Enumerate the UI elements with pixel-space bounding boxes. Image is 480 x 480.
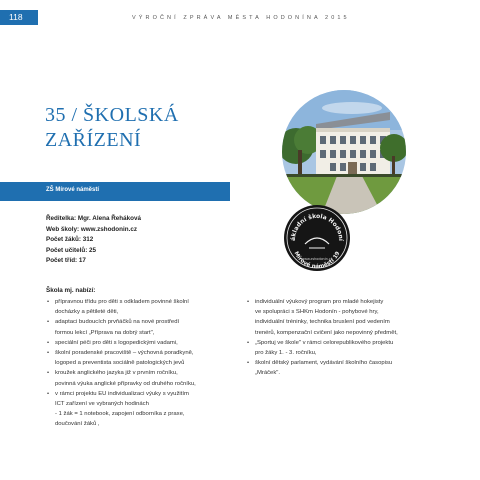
list-item bbox=[47, 338, 239, 348]
list-item-line: ve spolupráci s SHKm Hodonín - pohybové hry, bbox=[255, 309, 379, 316]
list-item-line: kroužek anglického jazyka již v prvním ročníku, bbox=[55, 370, 178, 377]
bullet-marker: • bbox=[247, 360, 250, 367]
list-item-line: formou lekcí „Příprava na dobrý start", bbox=[55, 329, 155, 336]
list-item-line: doučování žáků , bbox=[55, 421, 100, 428]
school-building-photo bbox=[282, 90, 406, 214]
chapter-title-line-2: ZAŘÍZENÍ bbox=[45, 129, 142, 151]
bullet-marker: • bbox=[47, 370, 50, 377]
bullet-marker: • bbox=[247, 299, 250, 305]
list-item-line: docházky a pětileté děti, bbox=[55, 309, 119, 316]
list-item bbox=[47, 317, 239, 337]
list-item bbox=[247, 338, 447, 358]
school-building-illustration bbox=[282, 90, 406, 214]
list-item bbox=[247, 297, 447, 338]
list-item bbox=[247, 358, 447, 378]
svg-text:Mírové náměstí 19: Mírové náměstí 19 bbox=[292, 250, 342, 271]
running-title: VÝROČNÍ ZPRÁVA MĚSTA HODONÍNA 2015 bbox=[132, 15, 350, 21]
school-logo bbox=[283, 204, 351, 272]
chapter-title-line-1: 35 / ŠKOLSKÁ bbox=[45, 104, 179, 126]
school-logo-seal bbox=[283, 204, 351, 272]
bullet-marker: • bbox=[47, 390, 50, 397]
offers-list-left bbox=[47, 297, 239, 430]
svg-text:Základní škola Hodonín: ákladní škola Hodoní bbox=[289, 212, 345, 242]
list-item-line: ICT zařízení ve vybraných hodinách bbox=[55, 401, 149, 408]
classes-count: Počet tříd: 17 bbox=[46, 257, 86, 264]
list-item bbox=[47, 348, 239, 368]
list-item-line: „Sportuj ve škole" v rámci celorepublikového projektu bbox=[255, 339, 394, 346]
list-item-line: speciální péči pro děti s logopedickými vadami, bbox=[55, 339, 178, 346]
bullet-marker: • bbox=[47, 299, 50, 305]
offers-list-right bbox=[247, 297, 447, 379]
website-text: Web školy: www.zshodonin.cz bbox=[46, 225, 137, 233]
chapter-title bbox=[45, 103, 235, 153]
pupils-count: Počet žáků: 312 bbox=[46, 236, 94, 243]
bullet-marker: • bbox=[47, 319, 50, 326]
list-item-line: - 1 žák = 1 notebook, zapojení odborníka z praxe, bbox=[55, 411, 185, 418]
list-item-line: v rámci projektu EU individualizaci výuky s využitím bbox=[55, 390, 189, 397]
list-item bbox=[47, 389, 239, 430]
school-info bbox=[46, 214, 141, 267]
list-item-line: adaptaci budoucích prvňáčků na nové prostředí bbox=[55, 319, 180, 326]
section-header-bar bbox=[0, 182, 230, 201]
list-item-line: trenérů, kompenzační cvičení jako nepovinný předmět, bbox=[255, 329, 398, 336]
list-item bbox=[47, 297, 239, 317]
list-item-line: individuální tréninky, technika bruslení pod vedením bbox=[255, 319, 390, 326]
list-item-line: „Mráček". bbox=[255, 370, 281, 377]
bullet-marker: • bbox=[47, 339, 50, 346]
principal-text: Ředitelka: Mgr. Alena Řeháková bbox=[46, 215, 141, 222]
list-item-line: školní poradenské pracoviště – výchovná poradkyně, bbox=[55, 350, 194, 357]
list-item-line: individuální výukový program pro mladé hokejisty bbox=[255, 299, 384, 305]
list-item-line: přípravnou třídu pro děti s odkladem povinné školní bbox=[55, 299, 189, 305]
bullet-marker: • bbox=[247, 339, 250, 346]
list-item-line: povinná výuka anglické přípravky od druhého ročníku, bbox=[55, 380, 196, 387]
svg-text:www.zshodonin.cz: www.zshodonin.cz bbox=[301, 257, 333, 261]
offers-heading: Škola mj. nabízí: bbox=[46, 287, 96, 294]
teachers-count: Počet učitelů: 25 bbox=[46, 246, 97, 254]
list-item-line: pro žáky 1. - 3. ročníku, bbox=[255, 350, 317, 357]
list-item-line: školní dětský parlament, vydávání školního časopisu bbox=[255, 360, 393, 367]
list-item-line: logoped a preventista sociálně patologických jevů bbox=[55, 360, 185, 367]
section-title: ZŠ Mírové náměstí bbox=[46, 187, 100, 193]
bullet-marker: • bbox=[47, 350, 50, 357]
list-item bbox=[47, 368, 239, 388]
page-number: 118 bbox=[0, 10, 38, 25]
